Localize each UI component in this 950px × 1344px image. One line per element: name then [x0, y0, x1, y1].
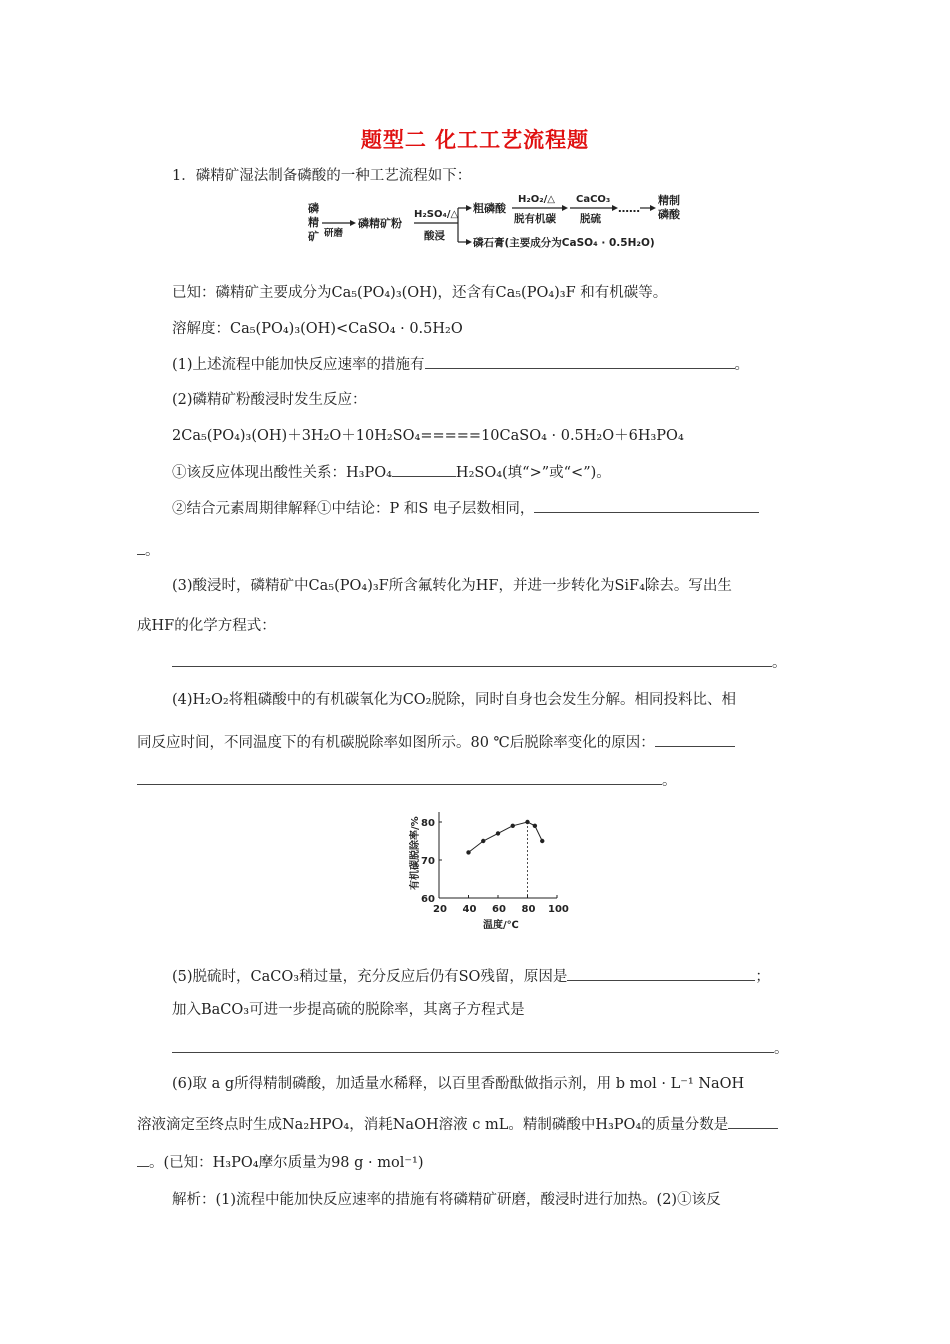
y-tick-label: 60 [421, 894, 435, 905]
part-4-line-3 [137, 770, 677, 791]
part-5-line-1 [172, 966, 770, 987]
flow-raw-3: 矿 [308, 230, 319, 243]
known-composition: 已知：磷精矿主要成分为Ca₅(PO₄)₃(OH)，还含有Ca₅(PO₄)₃F 和有机碳等。 [172, 285, 668, 301]
process-flow-diagram [300, 190, 720, 262]
flow-crude-acid: 粗磷酸 [473, 202, 506, 215]
y-tick-label: 80 [421, 818, 435, 829]
data-point [496, 831, 500, 835]
data-point [511, 824, 515, 828]
part-2-equation: 2Ca₅(PO₄)₃(OH)＋3H₂O＋10H₂SO₄=====10CaSO₄ · 0.5H₂O＋6H₃PO₄ [172, 428, 684, 444]
flow-decarbon-label: 脱有机碳 [514, 213, 556, 225]
known-solubility: 溶解度：Ca₅(PO₄)₃(OH)<CaSO₄ · 0.5H₂O [172, 321, 463, 337]
part-6-line-3-text: 。(已知：H₃PO₄摩尔质量为98 g · mol⁻¹) [149, 1155, 424, 1171]
answer-blank-5b[interactable] [172, 1038, 774, 1053]
data-point [525, 820, 529, 824]
part-2-b [172, 498, 759, 519]
answer-blank-2a[interactable] [392, 462, 456, 477]
answer-blank-4-cont[interactable] [137, 770, 662, 785]
part-2-a [172, 462, 611, 483]
answer-blank-2b-cont[interactable] [137, 540, 145, 555]
data-point [533, 824, 537, 828]
answer-blank-5a[interactable] [567, 966, 755, 981]
answer-blank-6-cont[interactable] [137, 1152, 149, 1167]
answer-blank-1[interactable] [425, 354, 735, 369]
part-2-b-text: ②结合元素周期律解释①中结论：P 和S 电子层数相同， [172, 501, 535, 517]
part-6-line-1: (6)取 a g所得精制磷酸，加适量水稀释，以百里香酚酞做指示剂，用 b mol · L⁻¹ NaOH [172, 1076, 745, 1092]
part-6-line-2 [137, 1114, 778, 1135]
part-3-line-2: 成HF的化学方程式： [137, 618, 276, 634]
answer-blank-3[interactable] [172, 652, 772, 667]
flow-powder: 磷精矿粉 [358, 217, 402, 230]
flow-dots: …… [618, 202, 640, 215]
part-5-line-2: 加入BaCO₃可进一步提高硫的脱除率，其离子方程式是 [172, 1002, 525, 1018]
part-3-line-1: (3)酸浸时，磷精矿中Ca₅(PO₄)₃F所含氟转化为HF，并进一步转化为SiF₄除去。写出生 [172, 578, 732, 594]
part-2-a-text: ①该反应体现出酸性关系：H₃PO₄ [172, 465, 392, 481]
data-point [481, 839, 485, 843]
x-axis-label: 温度/℃ [483, 920, 519, 931]
y-tick-label: 70 [421, 856, 435, 867]
punct: 。 [774, 1041, 789, 1057]
flow-raw-1: 磷 [308, 202, 319, 215]
punct: 。 [734, 357, 750, 373]
part-4-line-1: (4)H₂O₂将粗磷酸中的有机碳氧化为CO₂脱除，同时自身也会发生分解。相同投料比、相 [172, 692, 736, 708]
flow-desulf-label: 脱硫 [580, 213, 601, 225]
data-point [466, 850, 470, 854]
removal-rate-chart [405, 808, 590, 938]
part-2-text: (2)磷精矿粉酸浸时发生反应： [172, 392, 367, 408]
part-5-text: (5)脱硫时，CaCO₃稍过量，充分反应后仍有SO残留，原因是 [172, 969, 568, 985]
part-2-b-cont [137, 540, 160, 561]
y-axis-label: 有机碳脱除率/% [410, 816, 421, 890]
part-6-line-3 [137, 1152, 423, 1173]
analysis-text: 解析：(1)流程中能加快反应速率的措施有将磷精矿研磨，酸浸时进行加热。(2)①该反 [172, 1192, 721, 1208]
x-tick-label: 60 [492, 904, 506, 915]
part-5-answer [172, 1038, 789, 1059]
punct: 。 [772, 655, 787, 671]
series-line [469, 822, 543, 852]
part-3-answer [172, 652, 787, 673]
flow-refined-1: 精制 [658, 194, 680, 207]
answer-blank-6[interactable] [728, 1114, 778, 1129]
flow-grind-label: 研磨 [324, 228, 344, 239]
flow-refined-2: 磷酸 [658, 208, 680, 221]
flow-gypsum: 磷石膏(主要成分为CaSO₄ · 0.5H₂O) [473, 237, 655, 249]
answer-blank-2b[interactable] [534, 498, 759, 513]
x-tick-label: 40 [462, 904, 477, 915]
part-1 [172, 354, 749, 375]
flow-acid-reagent: H₂SO₄/△ [414, 209, 459, 220]
x-tick-label: 80 [521, 904, 536, 915]
x-tick-label: 20 [433, 904, 447, 915]
part-4-line-2-text: 同反应时间，不同温度下的有机碳脱除率如图所示。80 ℃后脱除率变化的原因： [137, 735, 655, 751]
part-4-line-2 [137, 732, 735, 753]
punct: ； [755, 969, 770, 985]
answer-blank-4[interactable] [655, 732, 735, 747]
part-6-line-2-text: 溶液滴定至终点时生成Na₂HPO₄，消耗NaOH溶液 c mL。精制磷酸中H₃PO₄的质量分数是 [137, 1117, 729, 1133]
flow-h2o2-label: H₂O₂/△ [518, 194, 555, 205]
flow-acid-step: 酸浸 [424, 230, 445, 242]
punct: 。 [662, 773, 677, 789]
flow-raw-2: 精 [308, 216, 319, 229]
question-1-intro: 1．磷精矿湿法制备磷酸的一种工艺流程如下： [172, 168, 472, 184]
x-tick-label: 100 [548, 904, 569, 915]
part-1-text: (1)上述流程中能加快反应速率的措施有 [172, 357, 425, 373]
part-2-a-text2: H₂SO₄(填“>”或“<”)。 [455, 465, 611, 481]
page-title: 题型二 化工工艺流程题 [360, 128, 590, 152]
punct: 。 [145, 543, 160, 559]
data-point [540, 839, 544, 843]
flow-caco3-label: CaCO₃ [576, 194, 611, 205]
